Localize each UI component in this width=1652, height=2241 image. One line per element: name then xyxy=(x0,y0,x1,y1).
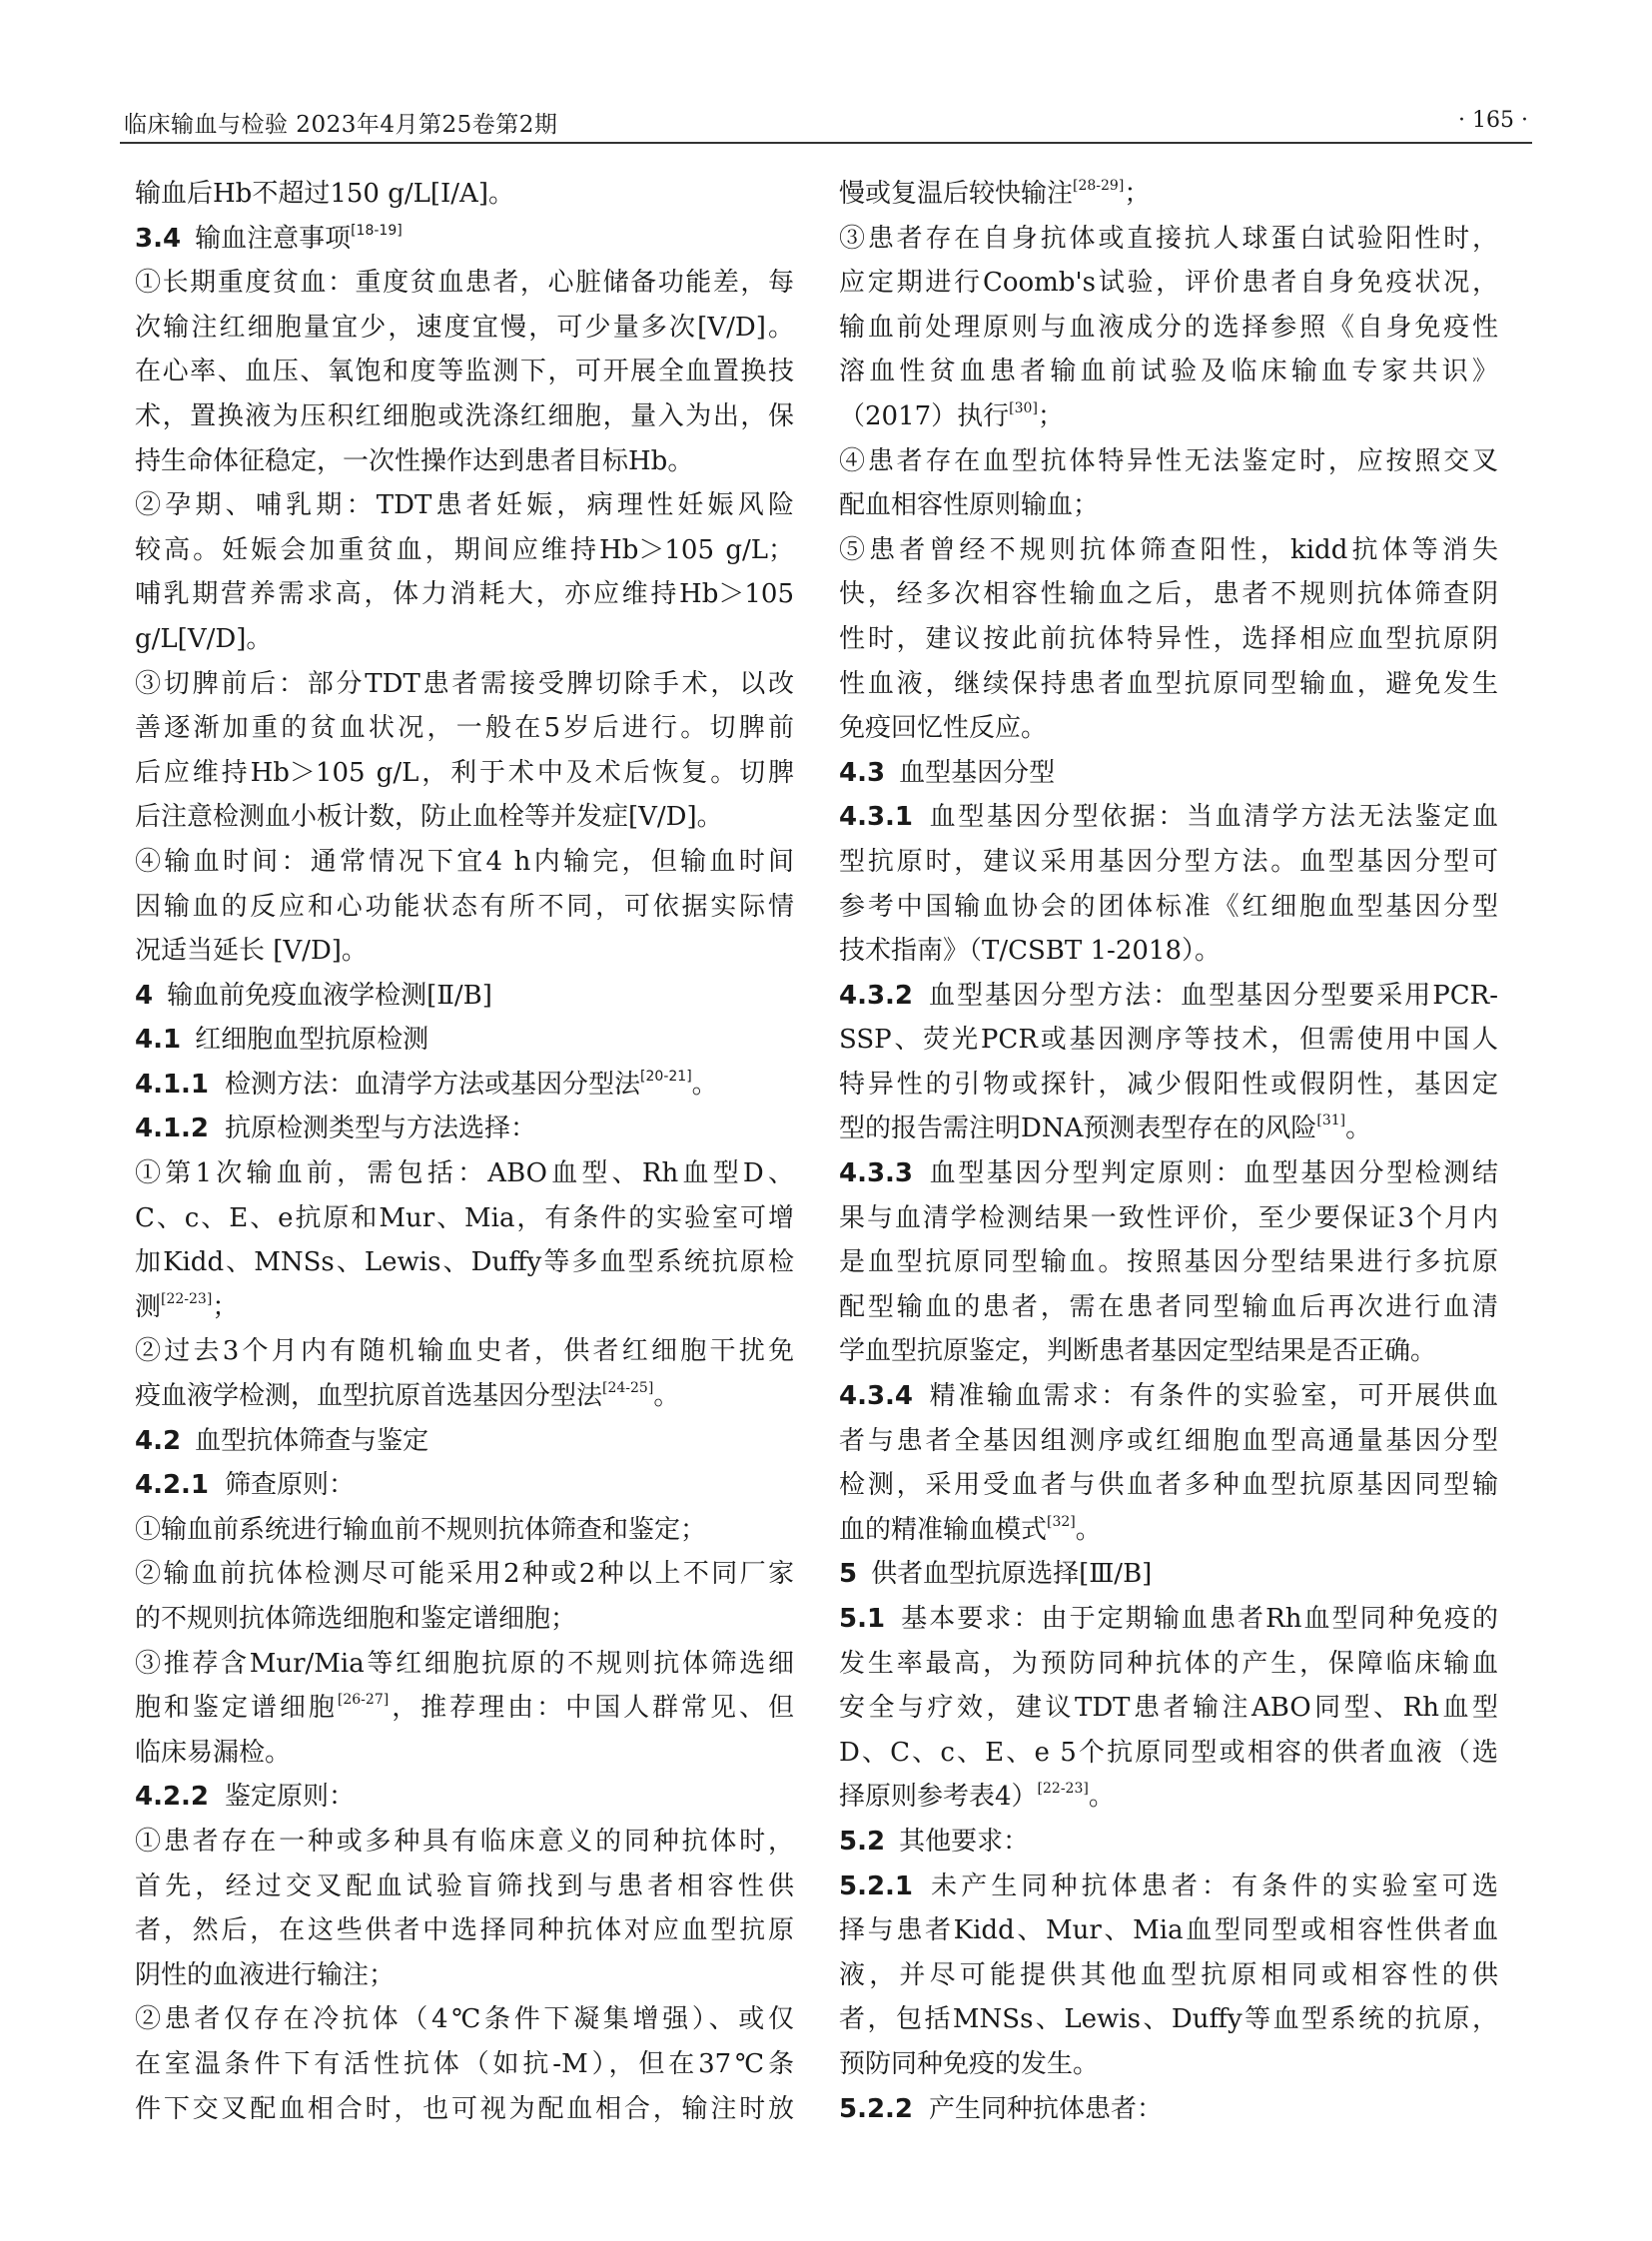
line-text: g/L[V/D]。 xyxy=(135,623,273,654)
section-heading xyxy=(135,1419,794,1464)
text-line xyxy=(135,172,794,217)
line-text: 次输注红细胞量宜少，速度宜慢，可少量多次[V/D]。 xyxy=(135,312,794,343)
section-number: 5.2 xyxy=(839,1826,886,1857)
section-number: 5 xyxy=(839,1559,858,1590)
text-line xyxy=(135,439,794,484)
section-heading xyxy=(839,1552,1498,1597)
line-text: ①第1次输血前，需包括：ABO血型、Rh血型D、 xyxy=(135,1158,794,1189)
text-line xyxy=(135,572,794,617)
citation-ref: [30] xyxy=(1009,399,1038,416)
line-text: ⑤患者曾经不规则抗体筛查阳性，kidd抗体等消失 xyxy=(839,534,1498,565)
line-text: SSP、荧光PCR或基因测序等技术，但需使用中国人 xyxy=(839,1025,1498,1056)
line-text: 阴性的血液进行输注； xyxy=(135,1959,396,1990)
line-text: 在室温条件下有活性抗体（如抗-M），但在37℃条 xyxy=(135,2048,794,2079)
line-text: ②过去3个月内有随机输血史者，供者红细胞干扰免 xyxy=(135,1336,794,1367)
text-line xyxy=(839,795,1498,840)
punctuation: 。 xyxy=(1075,1514,1102,1545)
line-text: 检测，采用受血者与供血者多种血型抗原基因同型输 xyxy=(839,1470,1498,1501)
text-line xyxy=(839,1463,1498,1508)
citation-ref: [32] xyxy=(1047,1513,1076,1530)
line-text: 性时，建议按此前抗体特异性，选择相应血型抗原阴 xyxy=(839,623,1498,654)
text-line xyxy=(135,662,794,707)
line-text: 输血后Hb不超过150 g/L[Ⅰ/A]。 xyxy=(135,179,514,209)
text-line xyxy=(839,1775,1498,1820)
line-text: ②患者仅存在冷抗体（4℃条件下凝集增强）、或仅 xyxy=(135,2004,794,2035)
line-text: 血型基因分型依据：当血清学方法无法鉴定血 xyxy=(927,802,1498,833)
text-line xyxy=(839,217,1498,262)
text-line xyxy=(839,1374,1498,1419)
line-text: 择原则参考表4） xyxy=(839,1782,1038,1813)
punctuation: ； xyxy=(1037,400,1064,431)
section-number: 4.2.1 xyxy=(135,1470,210,1501)
line-text: 未产生同种抗体患者：有条件的实验室可选 xyxy=(927,1870,1498,1901)
text-line xyxy=(839,572,1498,617)
citation-ref: [22-23] xyxy=(1037,1781,1089,1798)
text-line xyxy=(839,1285,1498,1330)
text-line xyxy=(839,1329,1498,1374)
line-text: 学血型抗原鉴定，判断患者基因定型结果是否正确。 xyxy=(839,1336,1437,1367)
text-line xyxy=(135,1731,794,1776)
line-text: 配血相容性原则输血； xyxy=(839,490,1100,521)
section-number: 4.3.3 xyxy=(839,1158,914,1189)
running-header xyxy=(120,106,1532,144)
line-text: 哺乳期营养需求高，体力消耗大，亦应维持Hb＞105 xyxy=(135,579,794,610)
line-text: 型抗原时，建议采用基因分型方法。血型基因分型可 xyxy=(839,846,1498,877)
text-line xyxy=(135,1374,794,1419)
section-heading xyxy=(135,1018,794,1063)
text-line xyxy=(839,1196,1498,1241)
text-line xyxy=(839,974,1498,1019)
line-text: 较高。妊娠会加重贫血，期间应维持Hb＞105 g/L； xyxy=(135,534,794,565)
punctuation: 。 xyxy=(653,1381,680,1412)
line-text: 善逐渐加重的贫血状况，一般在5岁后进行。切脾前 xyxy=(135,713,794,744)
text-line xyxy=(135,261,794,306)
section-number: 5.2.1 xyxy=(839,1870,914,1901)
text-line xyxy=(839,840,1498,885)
text-line xyxy=(135,394,794,439)
section-number: 4.2.2 xyxy=(135,1782,210,1813)
text-line xyxy=(135,1329,794,1374)
text-line xyxy=(839,1508,1498,1553)
text-line xyxy=(839,1107,1498,1151)
text-line xyxy=(839,483,1498,528)
line-text: 血型基因分型判定原则：血型基因分型检测结 xyxy=(927,1158,1498,1189)
line-text: 者，然后，在这些供者中选择同种抗体对应血型抗原 xyxy=(135,1915,794,1946)
line-text: ①输血前系统进行输血前不规则抗体筛查和鉴定； xyxy=(135,1514,707,1545)
section-title: 产生同种抗体患者： xyxy=(929,2093,1164,2124)
text-line xyxy=(135,483,794,528)
section-title: 筛查原则： xyxy=(225,1470,356,1501)
text-line xyxy=(839,306,1498,351)
text-line xyxy=(135,706,794,751)
text-line xyxy=(135,1151,794,1196)
text-line xyxy=(135,1597,794,1642)
line-text: 后应维持Hb＞105 g/L，利于术中及术后恢复。切脾 xyxy=(135,757,794,788)
text-line xyxy=(135,1908,794,1953)
text-line xyxy=(839,439,1498,484)
line-text: ①长期重度贫血：重度贫血患者，心脏储备功能差，每 xyxy=(135,268,794,299)
citation-ref: [20-21] xyxy=(640,1068,692,1085)
line-text: 胞和鉴定谱细胞 xyxy=(135,1693,338,1724)
text-line xyxy=(839,1642,1498,1687)
section-heading xyxy=(135,974,794,1019)
section-title: 血型抗体筛查与鉴定 xyxy=(195,1425,429,1456)
line-text: 应定期进行Coomb's试验，评价患者自身免疫状况， xyxy=(839,268,1498,299)
text-line xyxy=(135,751,794,796)
text-line xyxy=(839,1151,1498,1196)
line-text: 是血型抗原同型输血。按照基因分型结果进行多抗原 xyxy=(839,1247,1498,1278)
line-text: ④患者存在血型抗体特异性无法鉴定时，应按照交叉 xyxy=(839,445,1498,476)
line-text: 加Kidd、MNSs、Lewis、Duffy等多血型系统抗原检 xyxy=(135,1247,794,1278)
line-text: 性血液，继续保持患者血型抗原同型输血，避免发生 xyxy=(839,668,1498,699)
section-number: 4.3.1 xyxy=(839,802,914,833)
citation-ref: [22-23] xyxy=(161,1290,213,1307)
section-number: 4.1 xyxy=(135,1025,182,1056)
citation-ref: [26-27] xyxy=(337,1692,390,1709)
section-title: 抗原检测类型与方法选择： xyxy=(225,1114,537,1144)
text-line xyxy=(839,172,1498,217)
line-text: 输血前处理原则与血液成分的选择参照《自身免疫性 xyxy=(839,312,1498,343)
text-line xyxy=(839,528,1498,573)
text-line xyxy=(839,394,1498,439)
line-text: D、C、c、E、e 5个抗原同型或相容的供者血液（选 xyxy=(839,1737,1498,1768)
text-line xyxy=(839,350,1498,394)
text-line xyxy=(135,1642,794,1687)
citation-ref: [31] xyxy=(1316,1113,1346,1129)
line-text: 在心率、血压、氧饱和度等监测下，可开展全血置换技 xyxy=(135,357,794,387)
punctuation: ； xyxy=(1124,179,1151,209)
text-line xyxy=(839,1419,1498,1464)
text-line xyxy=(135,528,794,573)
line-text: 者，包括MNSs、Lewis、Duffy等血型系统的抗原， xyxy=(839,2004,1498,2035)
citation-ref: [24-25] xyxy=(602,1380,654,1397)
line-text: 择与患者Kidd、Mur、Mia血型同型或相容性供者血 xyxy=(839,1915,1498,1946)
text-line xyxy=(839,1731,1498,1776)
line-text: 持生命体征稳定，一次性操作达到患者目标Hb。 xyxy=(135,445,694,476)
text-line xyxy=(135,617,794,662)
text-line xyxy=(135,1953,794,1998)
line-text: C、c、E、e抗原和Mur、Mia，有条件的实验室可增 xyxy=(135,1202,794,1233)
line-text: 因输血的反应和心功能状态有所不同，可依据实际情 xyxy=(135,891,794,922)
text-line xyxy=(135,350,794,394)
section-number: 5.2.2 xyxy=(839,2093,914,2124)
section-number: 4.3.4 xyxy=(839,1381,914,1412)
line-text: 预防同种免疫的发生。 xyxy=(839,2048,1100,2079)
section-heading xyxy=(135,217,794,262)
line-text: 术，置换液为压积红细胞或洗涤红细胞，量入为出，保 xyxy=(135,400,794,431)
line-text: 特异性的引物或探针，减少假阳性或假阴性，基因定 xyxy=(839,1069,1498,1100)
line-text: ①患者存在一种或多种具有临床意义的同种抗体时， xyxy=(135,1826,794,1857)
section-heading xyxy=(839,2087,1498,2132)
line-text: 基本要求：由于定期输血患者Rh血型同种免疫的 xyxy=(899,1604,1498,1634)
section-heading xyxy=(135,1063,794,1108)
line-text: 件下交叉配血相合时，也可视为配血相合，输注时放 xyxy=(135,2093,794,2124)
section-title: 检测方法：血清学方法或基因分型法 xyxy=(225,1069,641,1100)
line-text: ③患者存在自身抗体或直接抗人球蛋白试验阳性时， xyxy=(839,223,1498,254)
text-line xyxy=(135,2042,794,2087)
line-text: ②孕期、哺乳期：TDT患者妊娠，病理性妊娠风险 xyxy=(135,490,794,521)
text-line xyxy=(135,1865,794,1909)
text-line xyxy=(839,662,1498,707)
text-line xyxy=(135,795,794,840)
text-line xyxy=(839,1240,1498,1285)
line-text: 快，经多次相容性输血之后，患者不规则抗体筛查阴 xyxy=(839,579,1498,610)
text-line xyxy=(135,885,794,930)
text-line xyxy=(135,1997,794,2042)
line-text: 慢或复温后较快输注 xyxy=(839,179,1074,209)
text-line xyxy=(839,1953,1498,1998)
text-line xyxy=(839,706,1498,751)
right-column xyxy=(839,172,1498,2131)
line-text: 的不规则抗体筛选细胞和鉴定谱细胞； xyxy=(135,1604,577,1634)
text-line xyxy=(135,2087,794,2132)
line-text: 型的报告需注明DNA预测表型存在的风险 xyxy=(839,1114,1317,1144)
line-text: 临床易漏检。 xyxy=(135,1737,292,1768)
line-text: ②输血前抗体检测尽可能采用2种或2种以上不同厂家 xyxy=(135,1559,794,1590)
line-text: 安全与疗效，建议TDT患者输注ABO同型、Rh血型 xyxy=(839,1693,1498,1724)
text-line xyxy=(839,1686,1498,1731)
text-line xyxy=(135,1240,794,1285)
line-text: 者与患者全基因组测序或红细胞血型高通量基因分型 xyxy=(839,1425,1498,1456)
line-text: 测 xyxy=(135,1291,162,1322)
punctuation: ，推荐理由：中国人群常见、但 xyxy=(389,1693,794,1724)
punctuation: 。 xyxy=(1345,1114,1372,1144)
line-text: 参考中国输血协会的团体标准《红细胞血型基因分型 xyxy=(839,891,1498,922)
text-line xyxy=(135,1820,794,1865)
text-line xyxy=(839,261,1498,306)
line-text: 免疫回忆性反应。 xyxy=(839,713,1048,744)
section-title: 红细胞血型抗原检测 xyxy=(195,1025,429,1056)
text-line xyxy=(135,306,794,351)
text-line xyxy=(839,1908,1498,1953)
section-title: 鉴定原则： xyxy=(225,1782,356,1813)
section-heading xyxy=(135,1463,794,1508)
line-text: 技术指南》（T/CSBT 1-2018）。 xyxy=(839,936,1222,967)
line-text: 果与血清学检测结果一致性评价，至少要保证3个月内 xyxy=(839,1202,1498,1233)
line-text: 况适当延长 [V/D]。 xyxy=(135,936,368,967)
section-heading xyxy=(839,1820,1498,1865)
text-line xyxy=(839,1063,1498,1108)
text-line xyxy=(135,840,794,885)
section-heading xyxy=(135,1107,794,1151)
text-line xyxy=(135,1686,794,1731)
section-number: 4.1.2 xyxy=(135,1114,210,1144)
journal-title: 临床输血与检验 2023年4月第25卷第2期 xyxy=(124,112,558,138)
text-line xyxy=(839,929,1498,974)
text-line xyxy=(135,1508,794,1553)
line-text: 首先，经过交叉配血试验盲筛找到与患者相容性供 xyxy=(135,1870,794,1901)
line-text: （2017）执行 xyxy=(839,400,1010,431)
text-line xyxy=(839,1018,1498,1063)
text-line xyxy=(839,1597,1498,1642)
section-number: 4 xyxy=(135,980,154,1011)
text-line xyxy=(135,929,794,974)
line-text: ③推荐含Mur/Mia等红细胞抗原的不规则抗体筛选细 xyxy=(135,1648,794,1679)
line-text: 精准输血需求：有条件的实验室，可开展供血 xyxy=(927,1381,1498,1412)
line-text: 后注意检测血小板计数，防止血栓等并发症[V/D]。 xyxy=(135,802,723,833)
section-number: 3.4 xyxy=(135,223,182,254)
punctuation: 。 xyxy=(1088,1782,1115,1813)
text-line xyxy=(839,1997,1498,2042)
line-text: 配型输血的患者，需在患者同型输血后再次进行血清 xyxy=(839,1291,1498,1322)
citation-ref: [28-29] xyxy=(1073,178,1125,194)
text-line xyxy=(839,2042,1498,2087)
line-text: ④输血时间：通常情况下宜4 h内输完，但输血时间 xyxy=(135,846,794,877)
line-text: 血的精准输血模式 xyxy=(839,1514,1048,1545)
section-number: 4.2 xyxy=(135,1425,182,1456)
text-line xyxy=(839,617,1498,662)
punctuation: ； xyxy=(212,1291,239,1322)
section-heading xyxy=(135,1775,794,1820)
line-text: ③切脾前后：部分TDT患者需接受脾切除手术，以改 xyxy=(135,668,794,699)
section-title: 其他要求： xyxy=(899,1826,1030,1857)
text-line xyxy=(839,1865,1498,1909)
line-text: 溶血性贫血患者输血前试验及临床输血专家共识》 xyxy=(839,357,1498,387)
punctuation: 。 xyxy=(691,1069,718,1100)
section-title: 输血注意事项 xyxy=(195,223,352,254)
section-title: 血型基因分型 xyxy=(899,757,1056,788)
section-number: 5.1 xyxy=(839,1604,886,1634)
section-number: 4.1.1 xyxy=(135,1069,210,1100)
line-text: 发生率最高，为预防同种抗体的产生，保障临床输血 xyxy=(839,1648,1498,1679)
citation-ref: [18-19] xyxy=(351,222,403,239)
text-line xyxy=(135,1552,794,1597)
line-text: 血型基因分型方法：血型基因分型要采用PCR- xyxy=(927,980,1498,1011)
section-title: 供者血型抗原选择[Ⅲ/B] xyxy=(871,1559,1153,1590)
left-column xyxy=(135,172,794,2131)
page-number: · 165 · xyxy=(1458,108,1528,133)
section-heading xyxy=(839,751,1498,796)
section-number: 4.3 xyxy=(839,757,886,788)
line-text: 液，并尽可能提供其他血型抗原相同或相容性的供 xyxy=(839,1959,1498,1990)
section-title: 输血前免疫血液学检测[Ⅱ/B] xyxy=(167,980,492,1011)
section-number: 4.3.2 xyxy=(839,980,914,1011)
text-line xyxy=(135,1196,794,1241)
text-line xyxy=(839,885,1498,930)
text-line xyxy=(135,1285,794,1330)
line-text: 疫血液学检测，血型抗原首选基因分型法 xyxy=(135,1381,603,1412)
